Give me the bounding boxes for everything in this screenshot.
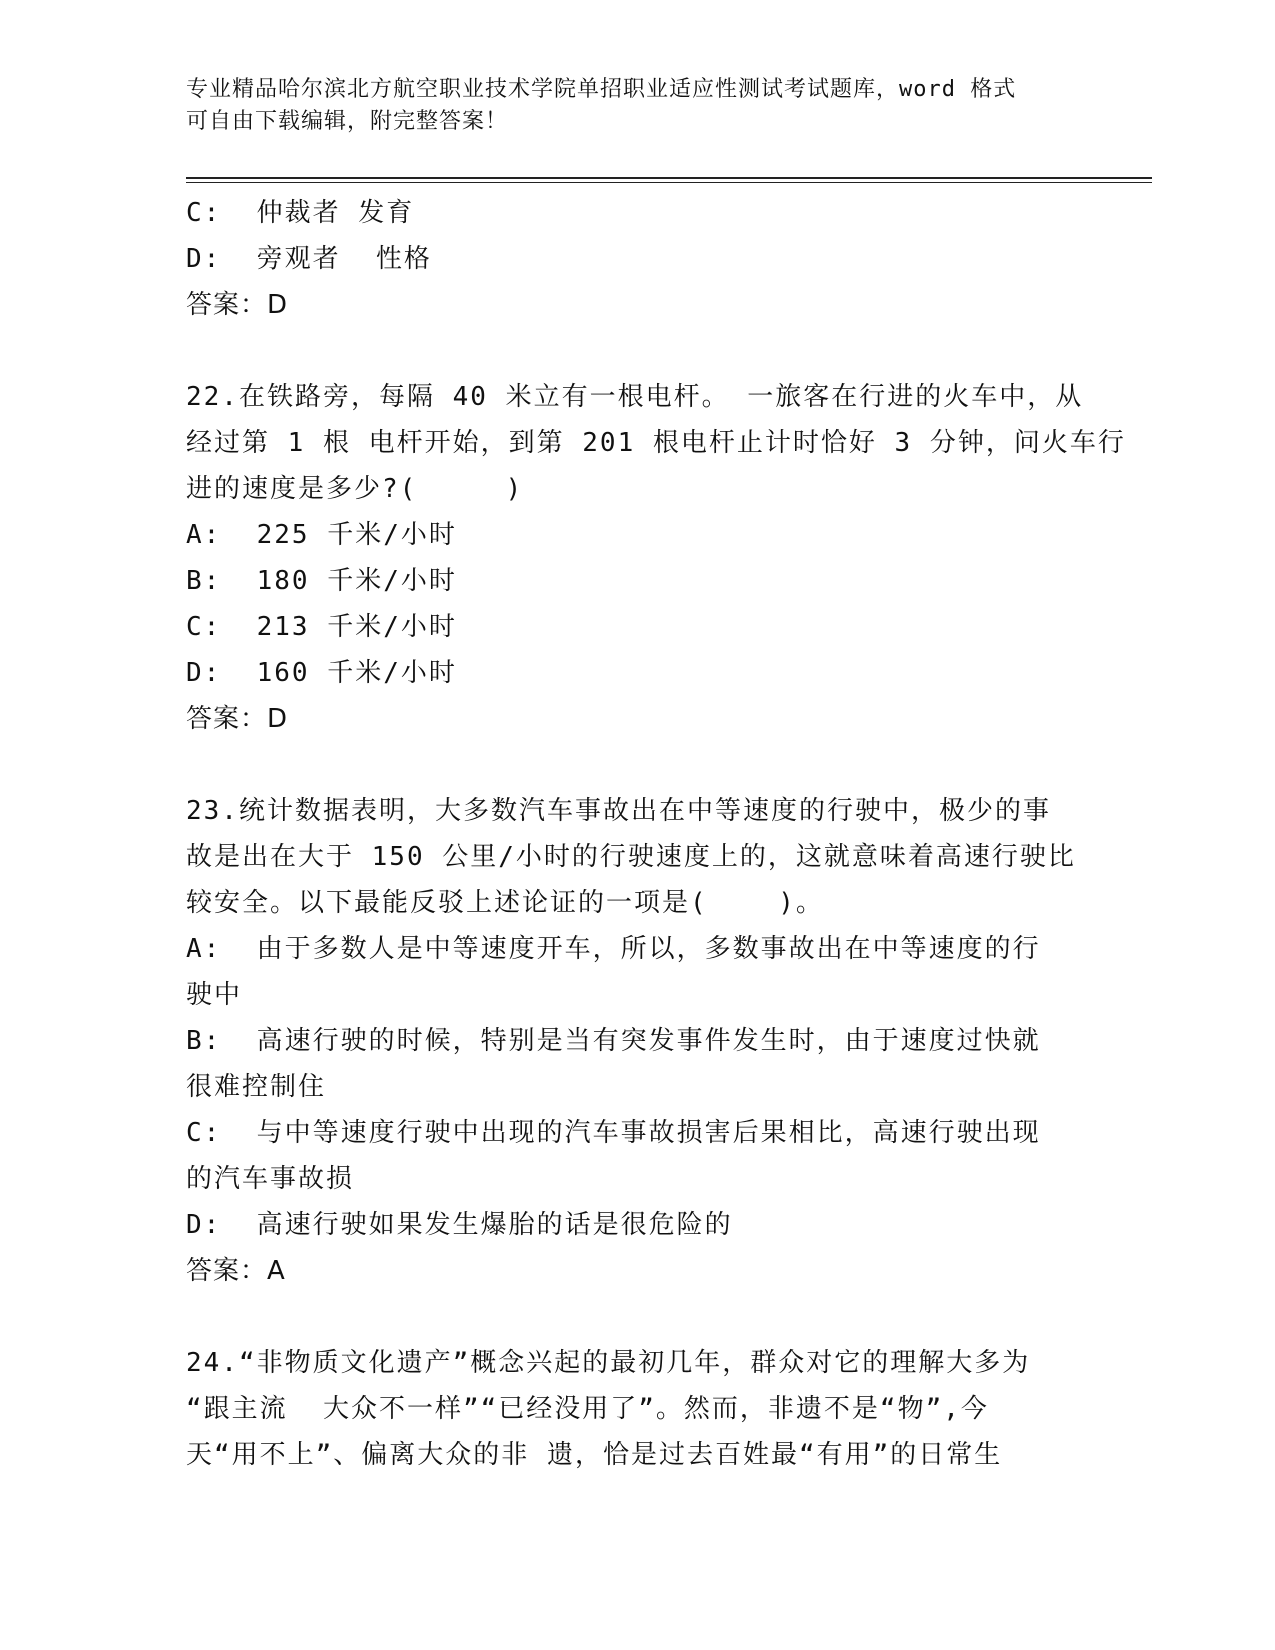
page-header [186,74,1066,138]
question-22 [186,374,1126,742]
answer-line: 答案：A [186,1256,286,1286]
spacer [186,742,1066,788]
option-c: C: 与中等速度行驶中出现的汽车事故损害后果相比，高速行驶出现 [186,1118,1041,1148]
question-text: 24.“非物质文化遗产”概念兴起的最初几年，群众对它的理解大多为 [186,1348,1031,1378]
option-b-continued: 很难控制住 [186,1072,327,1102]
spacer [186,1294,1066,1340]
option-a: A: 由于多数人是中等速度开车，所以，多数事故出在中等速度的行 [186,934,1041,964]
header-divider-thick [186,177,1152,179]
question-text: 较安全。以下最能反驳上述论证的一项是( )。 [186,888,824,918]
question-text: 进的速度是多少?( ) [186,474,524,504]
option-c: C: 仲裁者 发育 [186,198,415,228]
question-23 [186,788,1076,1294]
prev-question [186,190,1066,328]
header-line-2: 可自由下载编辑，附完整答案！ [186,109,509,134]
option-d: D: 160 千米/小时 [186,658,457,688]
option-a: A: 225 千米/小时 [186,520,457,550]
question-text: 天“用不上”、偏离大众的非 遗，恰是过去百姓最“有用”的日常生 [186,1440,1003,1470]
question-text: 故是出在大于 150 公里/小时的行驶速度上的，这就意味着高速行驶比 [186,842,1076,872]
option-a-continued: 驶中 [186,980,243,1010]
option-d: D: 旁观者 性格 [186,244,432,274]
header-line-1: 专业精品哈尔滨北方航空职业技术学院单招职业适应性测试考试题库，word 格式 [186,77,1017,102]
option-c-continued: 的汽车事故损 [186,1164,355,1194]
answer-line: 答案：D [186,704,289,734]
option-c: C: 213 千米/小时 [186,612,457,642]
document-body [186,190,1126,1478]
answer-line: 答案：D [186,290,289,320]
question-24 [186,1340,1066,1478]
question-text: 经过第 1 根 电杆开始，到第 201 根电杆止计时恰好 3 分钟，问火车行 [186,428,1126,458]
option-b: B: 高速行驶的时候，特别是当有突发事件发生时，由于速度过快就 [186,1026,1041,1056]
question-text: “跟主流 大众不一样”“已经没用了”。然而，非遗不是“物”,今 [186,1394,989,1424]
question-text: 22.在铁路旁，每隔 40 米立有一根电杆。 一旅客在行进的火车中，从 [186,382,1084,412]
option-d: D: 高速行驶如果发生爆胎的话是很危险的 [186,1210,733,1240]
header-divider-thin [186,182,1152,183]
option-b: B: 180 千米/小时 [186,566,457,596]
question-text: 23.统计数据表明，大多数汽车事故出在中等速度的行驶中，极少的事 [186,796,1051,826]
spacer [186,328,1066,374]
